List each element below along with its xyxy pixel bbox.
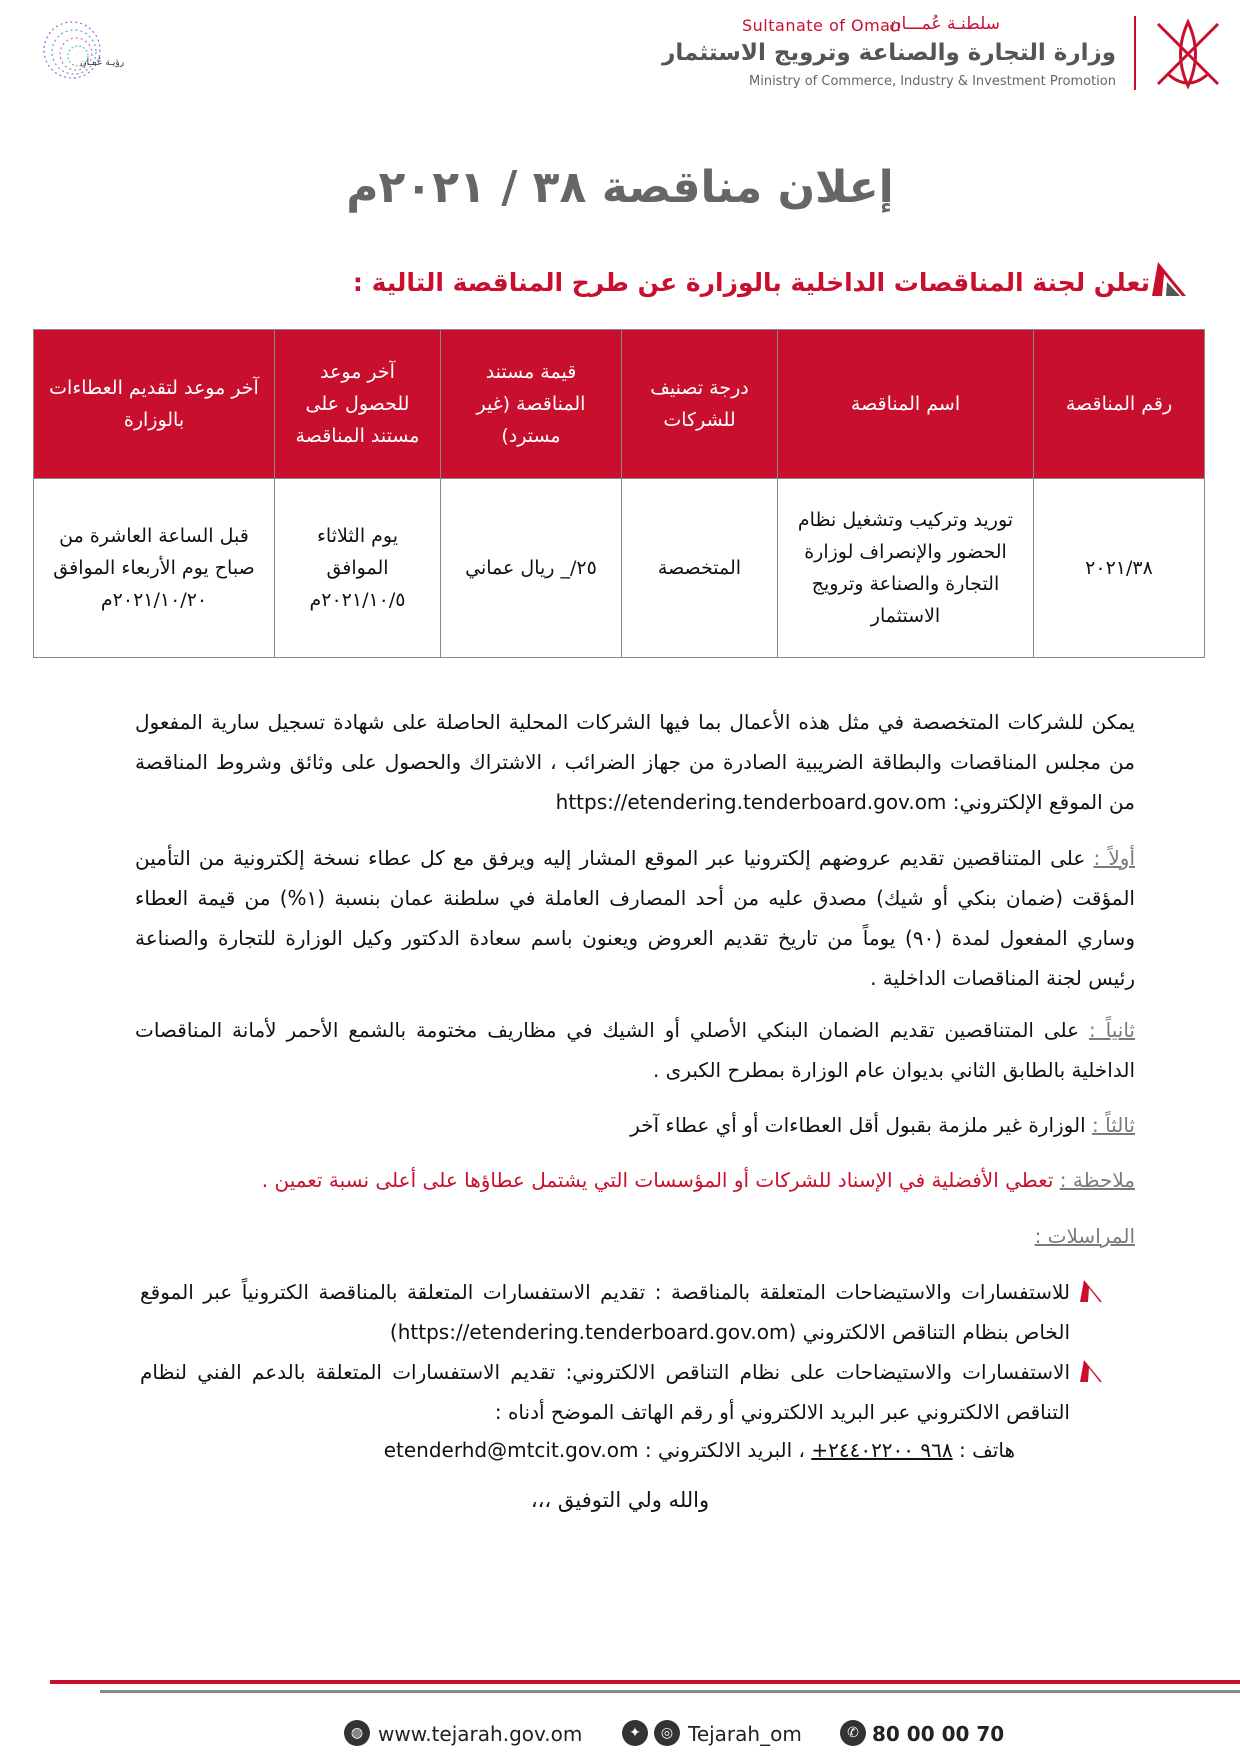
page-title: إعلان مناقصة ٣٨ / ٢٠٢١م <box>346 162 894 213</box>
first-label: أولاً : <box>1093 846 1135 870</box>
cell-classification: المتخصصة <box>622 479 778 658</box>
table-row <box>34 479 1205 658</box>
cell-tender-number: ٢٠٢١/٣٨ <box>1034 479 1205 658</box>
phone-icon: ✆ <box>840 1720 866 1746</box>
footer-phone[interactable]: 80 00 00 70 <box>872 1722 1005 1746</box>
header-document-deadline: آخر موعد للحصول على مستند المناقصة <box>275 330 441 479</box>
header-document-value: قيمة مستند المناقصة (غير مسترد) <box>441 330 622 479</box>
second-label: ثانياً : <box>1089 1018 1136 1042</box>
bullet-inquiries: للاستفسارات والاستيضاحات المتعلقة بالمناقصة : تقديم الاستفسارات المتعلقة بالمناقصة الكترونياً عبر الموقع الخاص بنظام التناقص الالكتروني (https://etendering.tenderboard.gov.om) <box>140 1280 1070 1344</box>
email-address[interactable]: etenderhd@mtcit.gov.om <box>383 1438 639 1462</box>
footer-line-red <box>50 1680 1240 1684</box>
phone-label: هاتف : <box>958 1438 1015 1462</box>
correspondence-heading <box>135 1216 1135 1256</box>
note-label: ملاحظة : <box>1059 1168 1135 1192</box>
third-condition <box>135 1105 1135 1145</box>
globe-icon: ◍ <box>344 1720 370 1746</box>
note-text: تعطي الأفضلية في الإسناد للشركات أو المؤسسات التي يشتمل عطاؤها على أعلى نسبة تعمين . <box>261 1168 1054 1192</box>
bullet-triangle-icon <box>1080 1360 1102 1382</box>
third-label: ثالثاً : <box>1092 1113 1135 1137</box>
vision-logo-text: رؤيـة عُمـان <box>80 58 125 68</box>
footer-line-gray <box>100 1690 1240 1693</box>
twitter-icon: ✦ <box>622 1720 648 1746</box>
closing-text: والله ولي التوفيق ،،، <box>530 1488 710 1512</box>
tender-table <box>33 329 1205 658</box>
footer-website[interactable]: www.tejarah.gov.om <box>378 1722 583 1746</box>
first-text: على المتناقصين تقديم عروضهم إلكترونيا عبر الموقع المشار إليه ويرفق مع كل عطاء نسخة إلكترونية من التأمين المؤقت (ضمان بنكي أو شيك) مصدق عليه من أحد المصارف العاملة في سلطنة عمان بنسبة (١%) من قيمة العطاء وساري المفعول لمدة (٩٠) يوماً من تاريخ تقديم العروض ويعنون باسم سعادة الدكتور وكيل الوزارة للتجارة والصناعة رئيس لجنة المناقصات الداخلية . <box>135 846 1135 990</box>
vision-swirl-icon <box>22 10 142 90</box>
phone-number[interactable]: +٩٦٨ ٢٤٤٠٢٢٠٠ <box>811 1438 953 1462</box>
ministry-name-en: Ministry of Commerce, Industry & Investment Promotion <box>749 74 1116 89</box>
table-header-row <box>34 330 1205 479</box>
header-tender-name: اسم المناقصة <box>778 330 1034 479</box>
sultanate-en: Sultanate of Oman <box>742 16 902 35</box>
cell-tender-name: توريد وتركيب وتشغيل نظام الحضور والإنصراف لوزارة التجارة والصناعة وترويج الاستثمار <box>778 479 1034 658</box>
first-condition <box>135 838 1135 998</box>
header-tender-number: رقم المناقصة <box>1034 330 1205 479</box>
etendering-link[interactable]: https://etendering.tenderboard.gov.om <box>555 790 947 814</box>
cell-document-deadline: يوم الثلاثاء الموافق ٢٠٢١/١٠/٥م <box>275 479 441 658</box>
header-submission-deadline: آخر موعد لتقديم العطاءات بالوزارة <box>34 330 275 479</box>
footer-social-handle[interactable]: Tejarah_om <box>688 1722 802 1746</box>
eligibility-text: يمكن للشركات المتخصصة في مثل هذه الأعمال بما فيها الشركات المحلية الحاصلة على شهادة تسجيل سارية المفعول من مجلس المناقصات والبطاقة الضريبية الصادرة من جهاز الضرائب ، الاشتراك والحصول على وثائق وشروط المناقصة من الموقع الإلكتروني: <box>135 710 1135 814</box>
note <box>135 1160 1135 1200</box>
email-label: ، البريد الالكتروني : <box>644 1438 805 1462</box>
oman-emblem-icon <box>1148 14 1228 94</box>
correspondence-label: المراسلات : <box>1034 1224 1135 1248</box>
bullet-technical-support: الاستفسارات والاستيضاحات على نظام التناقص الالكتروني: تقديم الاستفسارات المتعلقة بالدعم الفني لنظام التناقص الالكتروني عبر البريد الالكتروني أو رقم الهاتف الموضح أدناه : <box>140 1360 1070 1424</box>
contact-line <box>195 1430 1015 1470</box>
header-classification: درجة تصنيف للشركات <box>622 330 778 479</box>
sultanate-ar: سلطنـة عُمـــان <box>888 14 1000 34</box>
third-text: الوزارة غير ملزمة بقبول أقل العطاءات أو أي عطاء آخر <box>630 1113 1086 1137</box>
cell-submission-deadline: قبل الساعة العاشرة من صباح يوم الأربعاء الموافق ٢٠٢١/١٠/٢٠م <box>34 479 275 658</box>
second-condition <box>135 1010 1135 1090</box>
bullet-triangle-icon <box>1080 1280 1102 1302</box>
eligibility-paragraph <box>135 702 1135 822</box>
cell-document-value: ٢٥/_ ريال عماني <box>441 479 622 658</box>
intro-text: تعلن لجنة المناقصات الداخلية بالوزارة عن طرح المناقصة التالية : <box>352 268 1150 297</box>
second-text: على المتناقصين تقديم الضمان البنكي الأصلي أو الشيك في مظاريف مختومة بالشمع الأحمر لأمانة المناقصات الداخلية بالطابق الثاني بديوان عام الوزارة بمطرح الكبرى . <box>135 1018 1135 1082</box>
triangle-mark-icon <box>1152 262 1186 296</box>
instagram-icon: ◎ <box>654 1720 680 1746</box>
header-divider <box>1134 16 1136 90</box>
oman-vision-logo <box>22 10 142 90</box>
ministry-name-ar: وزارة التجارة والصناعة وترويج الاستثمار <box>662 40 1116 66</box>
